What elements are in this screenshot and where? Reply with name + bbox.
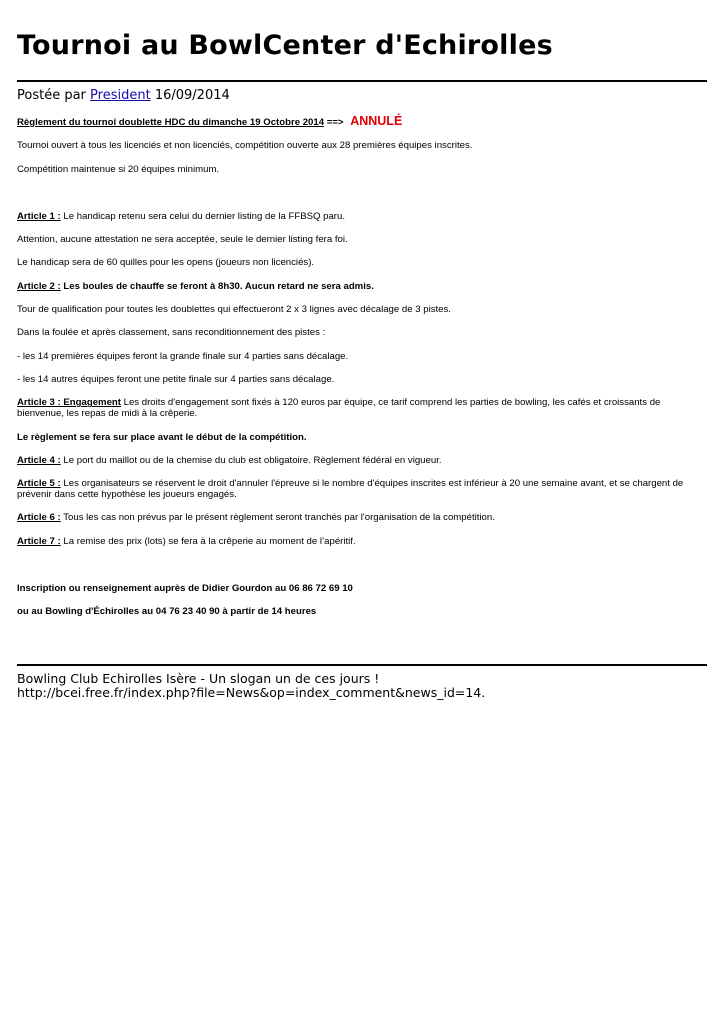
author-link[interactable]: President <box>90 88 151 103</box>
article-7-text: La remise des prix (lots) se fera à la crêperie au moment de l’apéritif. <box>63 535 356 547</box>
article-4-label: Article 4 : <box>17 454 61 466</box>
footer-slogan: Bowling Club Echirolles Isère - Un slogan un de ces jours ! <box>17 671 380 686</box>
article-5 <box>17 478 707 500</box>
reglement-text: Règlement du tournoi doublette HDC du dimanche 19 Octobre 2014 <box>17 117 325 128</box>
article-3 <box>17 397 707 419</box>
article-2-label: Article 2 : <box>17 280 61 292</box>
article-4 <box>17 455 707 466</box>
article-2-extra-1: Tour de qualification pour toutes les doublettes qui effectueront 2 x 3 lignes avec décalage de 3 pistes. <box>17 304 451 316</box>
article-2-extra-3: - les 14 premières équipes feront la grande finale sur 4 parties sans décalage. <box>17 350 349 362</box>
article-3-text: Les droits d'engagement sont fixés à 120 euros par équipe, ce tarif comprend les parties de bowling, les cafés et croissants de bienvenue, les repas de midi à la crêperie. <box>17 397 661 420</box>
footer-url: http://bcei.free.fr/index.php?file=News&op=index_comment&news_id=14. <box>17 685 486 700</box>
article-5-label: Article 5 : <box>17 478 61 490</box>
post-date: 16/09/2014 <box>154 88 230 103</box>
cancelled-badge: ANNULÉ <box>350 114 403 128</box>
article-7-label: Article 7 : <box>17 535 61 547</box>
intro-minimum: Compétition maintenue si 20 équipes minimum. <box>17 163 220 175</box>
article-2 <box>17 281 707 292</box>
article-1-text: Le handicap retenu sera celui du dernier listing de la FFBSQ paru. <box>63 210 345 222</box>
contact-line-1: Inscription ou renseignement auprès de Didier Gourdon au 06 86 72 69 10 <box>17 583 353 595</box>
page-title: Tournoi au BowlCenter d'Echirolles <box>17 30 553 61</box>
page-footer <box>17 672 485 700</box>
intro-open: Tournoi ouvert à tous les licenciés et non licenciés, compétition ouverte aux 28 premières équipes inscrites. <box>17 140 473 152</box>
footer-divider <box>17 664 707 666</box>
article-2-extra-2: Dans la foulée et après classement, sans reconditionnement des pistes : <box>17 327 326 339</box>
article-1-extra-2: Le handicap sera de 60 quilles pour les opens (joueurs non licenciés). <box>17 257 315 269</box>
meta-prefix: Postée par <box>17 88 86 103</box>
article-1 <box>17 211 707 222</box>
reglement-arrow: ==> <box>326 117 344 128</box>
article-body <box>17 116 707 630</box>
article-5-text: Les organisateurs se réservent le droit d'annuler l'épreuve si le nombre d'équipes inscrites est inférieur à 20 une semaine avant, et se chargent de prévenir dans cette hypothèse les joueurs engagés. <box>17 478 684 501</box>
article-7 <box>17 536 707 547</box>
reglement-heading <box>17 116 707 128</box>
article-6 <box>17 512 707 523</box>
article-3-label: Article 3 : Engagement <box>17 397 121 409</box>
article-2-extra-4: - les 14 autres équipes feront une petite finale sur 4 parties sans décalage. <box>17 373 335 385</box>
article-2-text: Les boules de chauffe se feront à 8h30. Aucun retard ne sera admis. <box>63 280 374 292</box>
article-3-note: Le règlement se fera sur place avant le début de la compétition. <box>17 431 307 443</box>
article-6-text: Tous les cas non prévus par le présent règlement seront tranchés par l'organisation de la compétition. <box>63 512 495 524</box>
article-1-extra-1: Attention, aucune attestation ne sera acceptée, seule le dernier listing fera foi. <box>17 234 348 246</box>
post-meta <box>17 88 230 103</box>
article-4-text: Le port du maillot ou de la chemise du club est obligatoire. Règlement fédéral en vigueur. <box>63 454 442 466</box>
header-divider <box>17 80 707 82</box>
article-6-label: Article 6 : <box>17 512 61 524</box>
article-1-label: Article 1 : <box>17 210 61 222</box>
contact-line-2: ou au Bowling d'Échirolles au 04 76 23 40 90 à partir de 14 heures <box>17 606 317 618</box>
